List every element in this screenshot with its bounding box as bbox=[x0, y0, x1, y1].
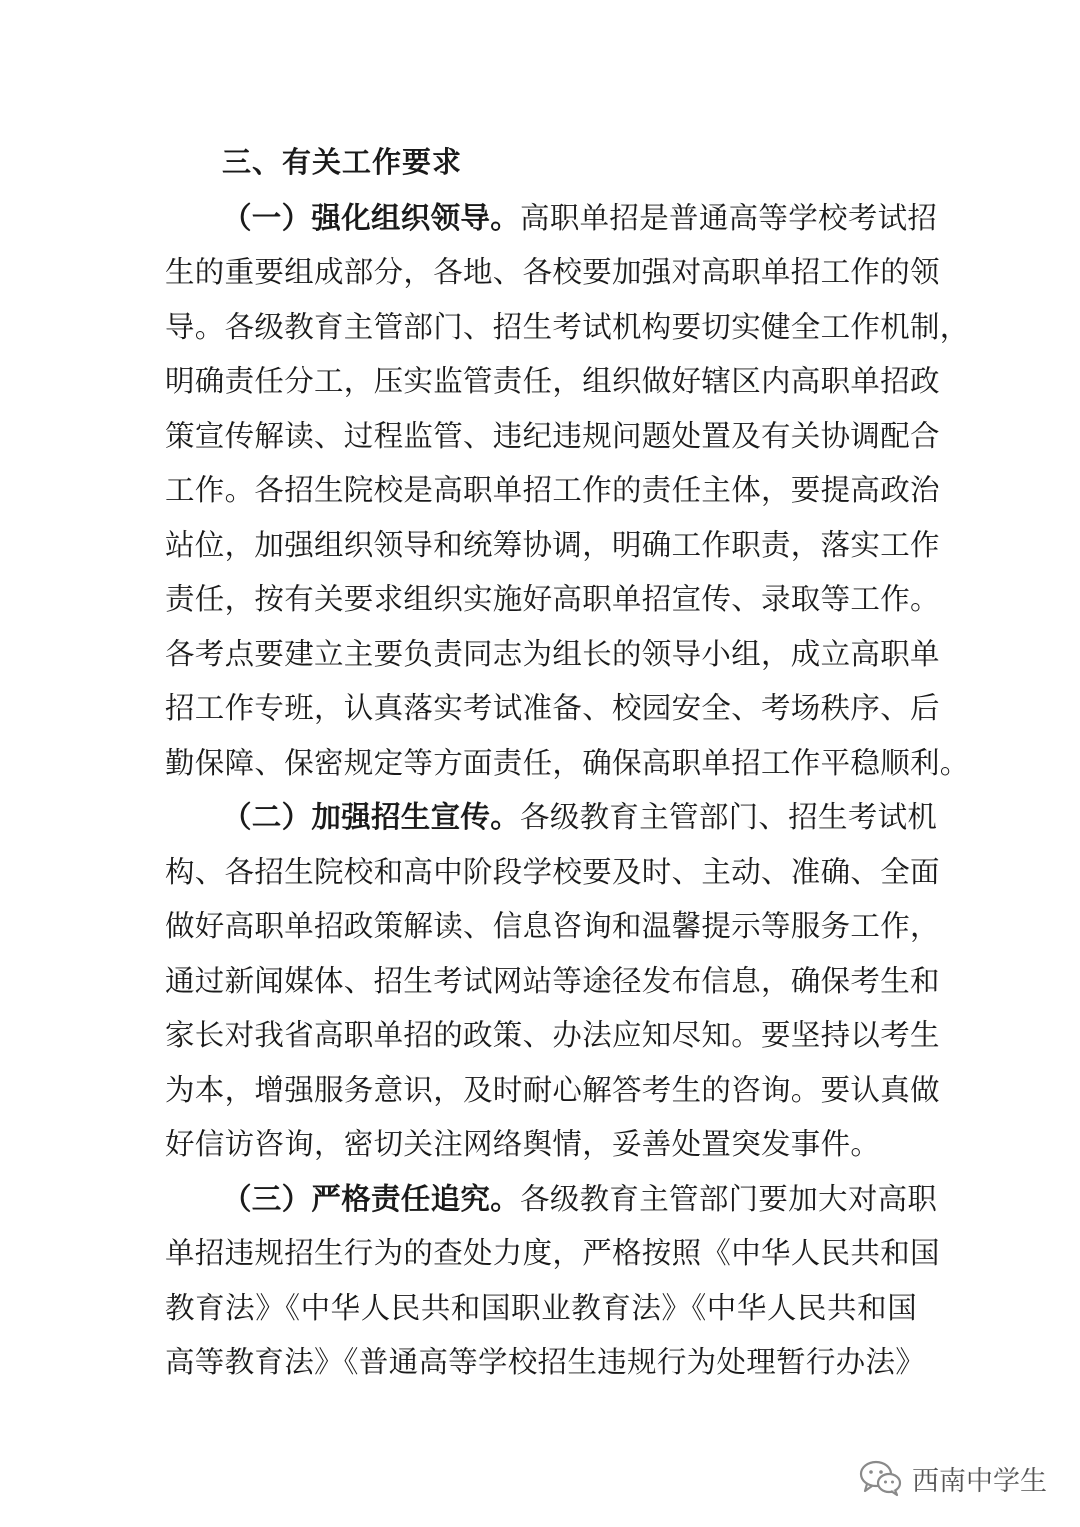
paragraph-line: 好信访咨询，密切关注网络舆情，妥善处置突发事件。 bbox=[165, 1127, 881, 1161]
paragraph-line: 工作。各招生院校是高职单招工作的责任主体，要提高政治 bbox=[165, 473, 940, 507]
paragraph-line: 生的重要组成部分，各地、各校要加强对高职单招工作的领 bbox=[165, 255, 940, 289]
wechat-icon bbox=[858, 1458, 904, 1498]
paragraph-line: 各考点要建立主要负责同志为组长的领导小组，成立高职单 bbox=[165, 637, 940, 671]
paragraph-line: 家长对我省高职单招的政策、办法应知尽知。要坚持以考生 bbox=[165, 1018, 940, 1052]
paragraph-2-lead: （二）加强招生宣传。 bbox=[222, 800, 521, 834]
paragraph-line: 做好高职单招政策解读、信息咨询和温馨提示等服务工作， bbox=[165, 909, 940, 943]
paragraph-1-lead: （一）强化组织领导。 bbox=[222, 201, 521, 235]
paragraph-line: 高等教育法》《普通高等学校招生违规行为处理暂行办法》 bbox=[165, 1345, 926, 1379]
watermark-text: 西南中学生 bbox=[912, 1465, 1047, 1497]
paragraph-2-line-1: （二）加强招生宣传。各级教育主管部门、招生考试机 bbox=[222, 800, 938, 834]
paragraph-3-line-1: （三）严格责任追究。各级教育主管部门要加大对高职 bbox=[222, 1182, 938, 1216]
watermark bbox=[858, 1458, 1047, 1498]
paragraph-line: 为本，增强服务意识，及时耐心解答考生的咨询。要认真做 bbox=[165, 1073, 940, 1107]
paragraph-line: 明确责任分工，压实监管责任，组织做好辖区内高职单招政 bbox=[165, 364, 940, 398]
paragraph-line: 通过新闻媒体、招生考试网站等途径发布信息，确保考生和 bbox=[165, 964, 940, 998]
section-heading: 三、有关工作要求 bbox=[222, 145, 463, 179]
paragraph-line: 导。各级教育主管部门、招生考试机构要切实健全工作机制， bbox=[165, 310, 970, 344]
paragraph-line: 单招违规招生行为的查处力度，严格按照《中华人民共和国 bbox=[165, 1236, 940, 1270]
paragraph-line: 站位，加强组织领导和统筹协调，明确工作职责，落实工作 bbox=[165, 528, 940, 562]
paragraph-line: 构、各招生院校和高中阶段学校要及时、主动、准确、全面 bbox=[165, 855, 940, 889]
paragraph-line: 招工作专班，认真落实考试准备、校园安全、考场秩序、后 bbox=[165, 691, 940, 725]
paragraph-line: 教育法》《中华人民共和国职业教育法》《中华人民共和国 bbox=[165, 1291, 917, 1325]
paragraph-line: 策宣传解读、过程监管、违纪违规问题处置及有关协调配合 bbox=[165, 419, 940, 453]
paragraph-3-lead: （三）严格责任追究。 bbox=[222, 1182, 521, 1216]
paragraph-1-line-1: （一）强化组织领导。高职单招是普通高等学校考试招 bbox=[222, 201, 938, 235]
paragraph-line: 勤保障、保密规定等方面责任，确保高职单招工作平稳顺利。 bbox=[165, 746, 970, 780]
paragraph-line: 责任，按有关要求组织实施好高职单招宣传、录取等工作。 bbox=[165, 582, 940, 616]
